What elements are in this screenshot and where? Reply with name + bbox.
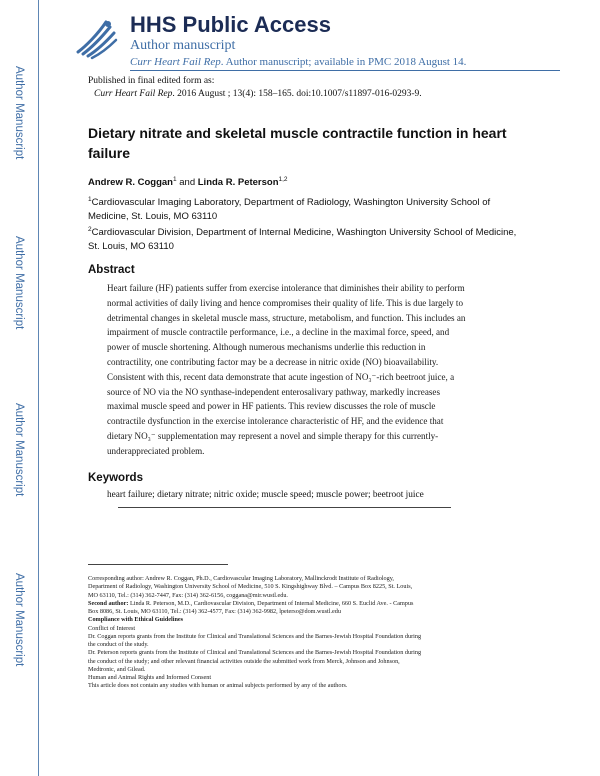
citation-details: . 2016 August ; 13(4): 158–165. doi:10.1007/s11897-016-0293-9. <box>172 89 422 99</box>
citation <box>94 89 422 99</box>
sideband-rule <box>38 0 39 776</box>
abstract-line: underappreciated problem. <box>107 445 205 456</box>
footnote-line: Conflict of Interest <box>88 624 136 632</box>
author-affil-mark: 1,2 <box>278 176 288 183</box>
footnote-line: the conduct of the study; and other relevant financial activities outside the submitted work from Merck, Johnson and Johnson, <box>88 657 400 665</box>
footnotes <box>88 575 528 691</box>
footnote-line: MO 63110, Tel.: (314) 362-7447, Fax: (314) 362-6156, coggana@mir.wustl.edu. <box>88 591 288 599</box>
author-joiner: and <box>176 177 198 189</box>
journal-availability-line <box>130 56 466 68</box>
footnote-line: This article does not contain any studies with human or animal subjects performed by any of the authors. <box>88 682 348 690</box>
affiliation <box>88 223 528 254</box>
author-affil-mark: 1 <box>172 176 177 183</box>
author-name: Linda R. Peterson <box>197 177 279 189</box>
abstract-heading: Abstract <box>88 264 135 276</box>
footnote-line: the conduct of the study. <box>88 641 149 648</box>
ethics-heading: Compliance with Ethical Guidelines <box>88 616 184 624</box>
abstract-line: detrimental changes in skeletal muscle mass, structure, metabolism, and function. This includes an <box>107 312 466 323</box>
side-label-1: Author Manuscript <box>13 66 25 160</box>
abstract-line: contractility, one contributing factor may be a decrease in nitric oxide (NO) bioavailability. <box>107 356 439 367</box>
footnote-rule <box>88 564 228 565</box>
abstract-line: power of muscle shortening. Although numerous mechanisms underlie this reduction in <box>107 342 426 353</box>
side-label-2: Author Manuscript <box>13 236 25 330</box>
abstract-body <box>107 281 497 459</box>
side-label-4: Author Manuscript <box>13 573 25 667</box>
keywords-rule <box>118 507 451 508</box>
second-author-text: Linda R. Peterson, M.D., Cardiovascular Division, Department of Internal Medicine, 660 S. Euclid Ave. - Campus <box>128 599 414 607</box>
abstract-line: source of NO via the NO synthase-independent enterosalivary pathway, markedly increases <box>107 386 440 397</box>
abstract-line: Heart failure (HF) patients suffer from exercise intolerance that diminishes their ability to perform <box>107 283 465 293</box>
abstract-line: Consistent with this, recent data demonstrate that acute ingestion of NO₃⁻-rich beetroot juice, a <box>107 371 455 382</box>
availability-text: . Author manuscript; available in PMC 2018 August 14. <box>220 56 467 68</box>
hhs-eagle-logo-icon <box>72 16 120 60</box>
author-manuscript-sideband <box>0 0 48 776</box>
footnote-line: Human and Animal Rights and Informed Consent <box>88 674 212 681</box>
author-list <box>88 176 288 188</box>
keywords-list: heart failure; dietary nitrate; nitric oxide; muscle speed; muscle power; beetroot juice <box>107 490 424 500</box>
footnote-line: Medtronic, and Gilead. <box>88 665 146 673</box>
citation-journal: Curr Heart Fail Rep <box>94 89 173 99</box>
footnote-line: Dr. Peterson reports grants from the Institute of Clinical and Translational Sciences and the Barnes-Jewish Hospital Foundation during <box>88 649 422 657</box>
header-rule <box>130 70 560 71</box>
abstract-line: impairment of muscle contractile performance, i.e., a decline in the maximal force, speed, and <box>107 327 450 338</box>
abstract-line: maximal muscle speed and power in HF patients. This review discusses the role of muscle <box>107 401 436 412</box>
affiliation-mark: 1 <box>88 196 92 203</box>
author-name: Andrew R. Coggan <box>88 177 173 189</box>
article-title: Dietary nitrate and skeletal muscle contractile function in heart failure <box>88 125 507 161</box>
footnote-line: Department of Radiology, Washington University School of Medicine, 510 S. Kingshighway Blvd. – Campus Box 8225, St. Louis, <box>88 583 413 591</box>
abstract-line: contractile dysfunction in the exercise intolerance characteristic of HF, and the evidence that <box>107 416 444 427</box>
affiliation-text: Cardiovascular Imaging Laboratory, Department of Radiology, Washington University School of Medicine, St. Louis, MO 63110 <box>88 197 491 223</box>
abstract-line: dietary NO₃⁻ supplementation may represent a novel and simple therapy for this currently- <box>107 430 439 441</box>
abstract-line: normal activities of daily living and hence compromises their quality of life. This is due largely to <box>107 297 464 308</box>
footnote-line <box>88 616 528 624</box>
footnote-line: Dr. Coggan reports grants from the Institute for Clinical and Translational Sciences and the Barnes-Jewish Hospital Foundation during <box>88 632 422 640</box>
second-author-label: Second author: <box>88 599 129 607</box>
journal-abbrev: Curr Heart Fail Rep <box>130 56 221 68</box>
keywords-heading: Keywords <box>88 472 143 484</box>
footnote-line: Box 8086, St. Louis, MO 63110, Tel.: (314) 362-4577, Fax: (314) 362-9982, lpeterso@dom.wustl.edu <box>88 608 341 615</box>
published-label: Published in final edited form as: <box>88 76 215 86</box>
side-label-3: Author Manuscript <box>13 403 25 497</box>
affiliation-text: Cardiovascular Division, Department of Internal Medicine, Washington University School of Medicine, St. Louis, MO 63110 <box>88 227 517 253</box>
footnote-line: Corresponding author: Andrew R. Coggan, Ph.D., Cardiovascular Imaging Laboratory, Mallinckrodt Institute of Radiology, <box>88 575 394 582</box>
hhs-public-access-title: HHS Public Access <box>130 12 331 37</box>
affiliation <box>88 193 528 224</box>
footnote-line <box>88 600 528 608</box>
author-manuscript-label: Author manuscript <box>130 38 236 53</box>
affiliation-mark: 2 <box>88 226 92 233</box>
